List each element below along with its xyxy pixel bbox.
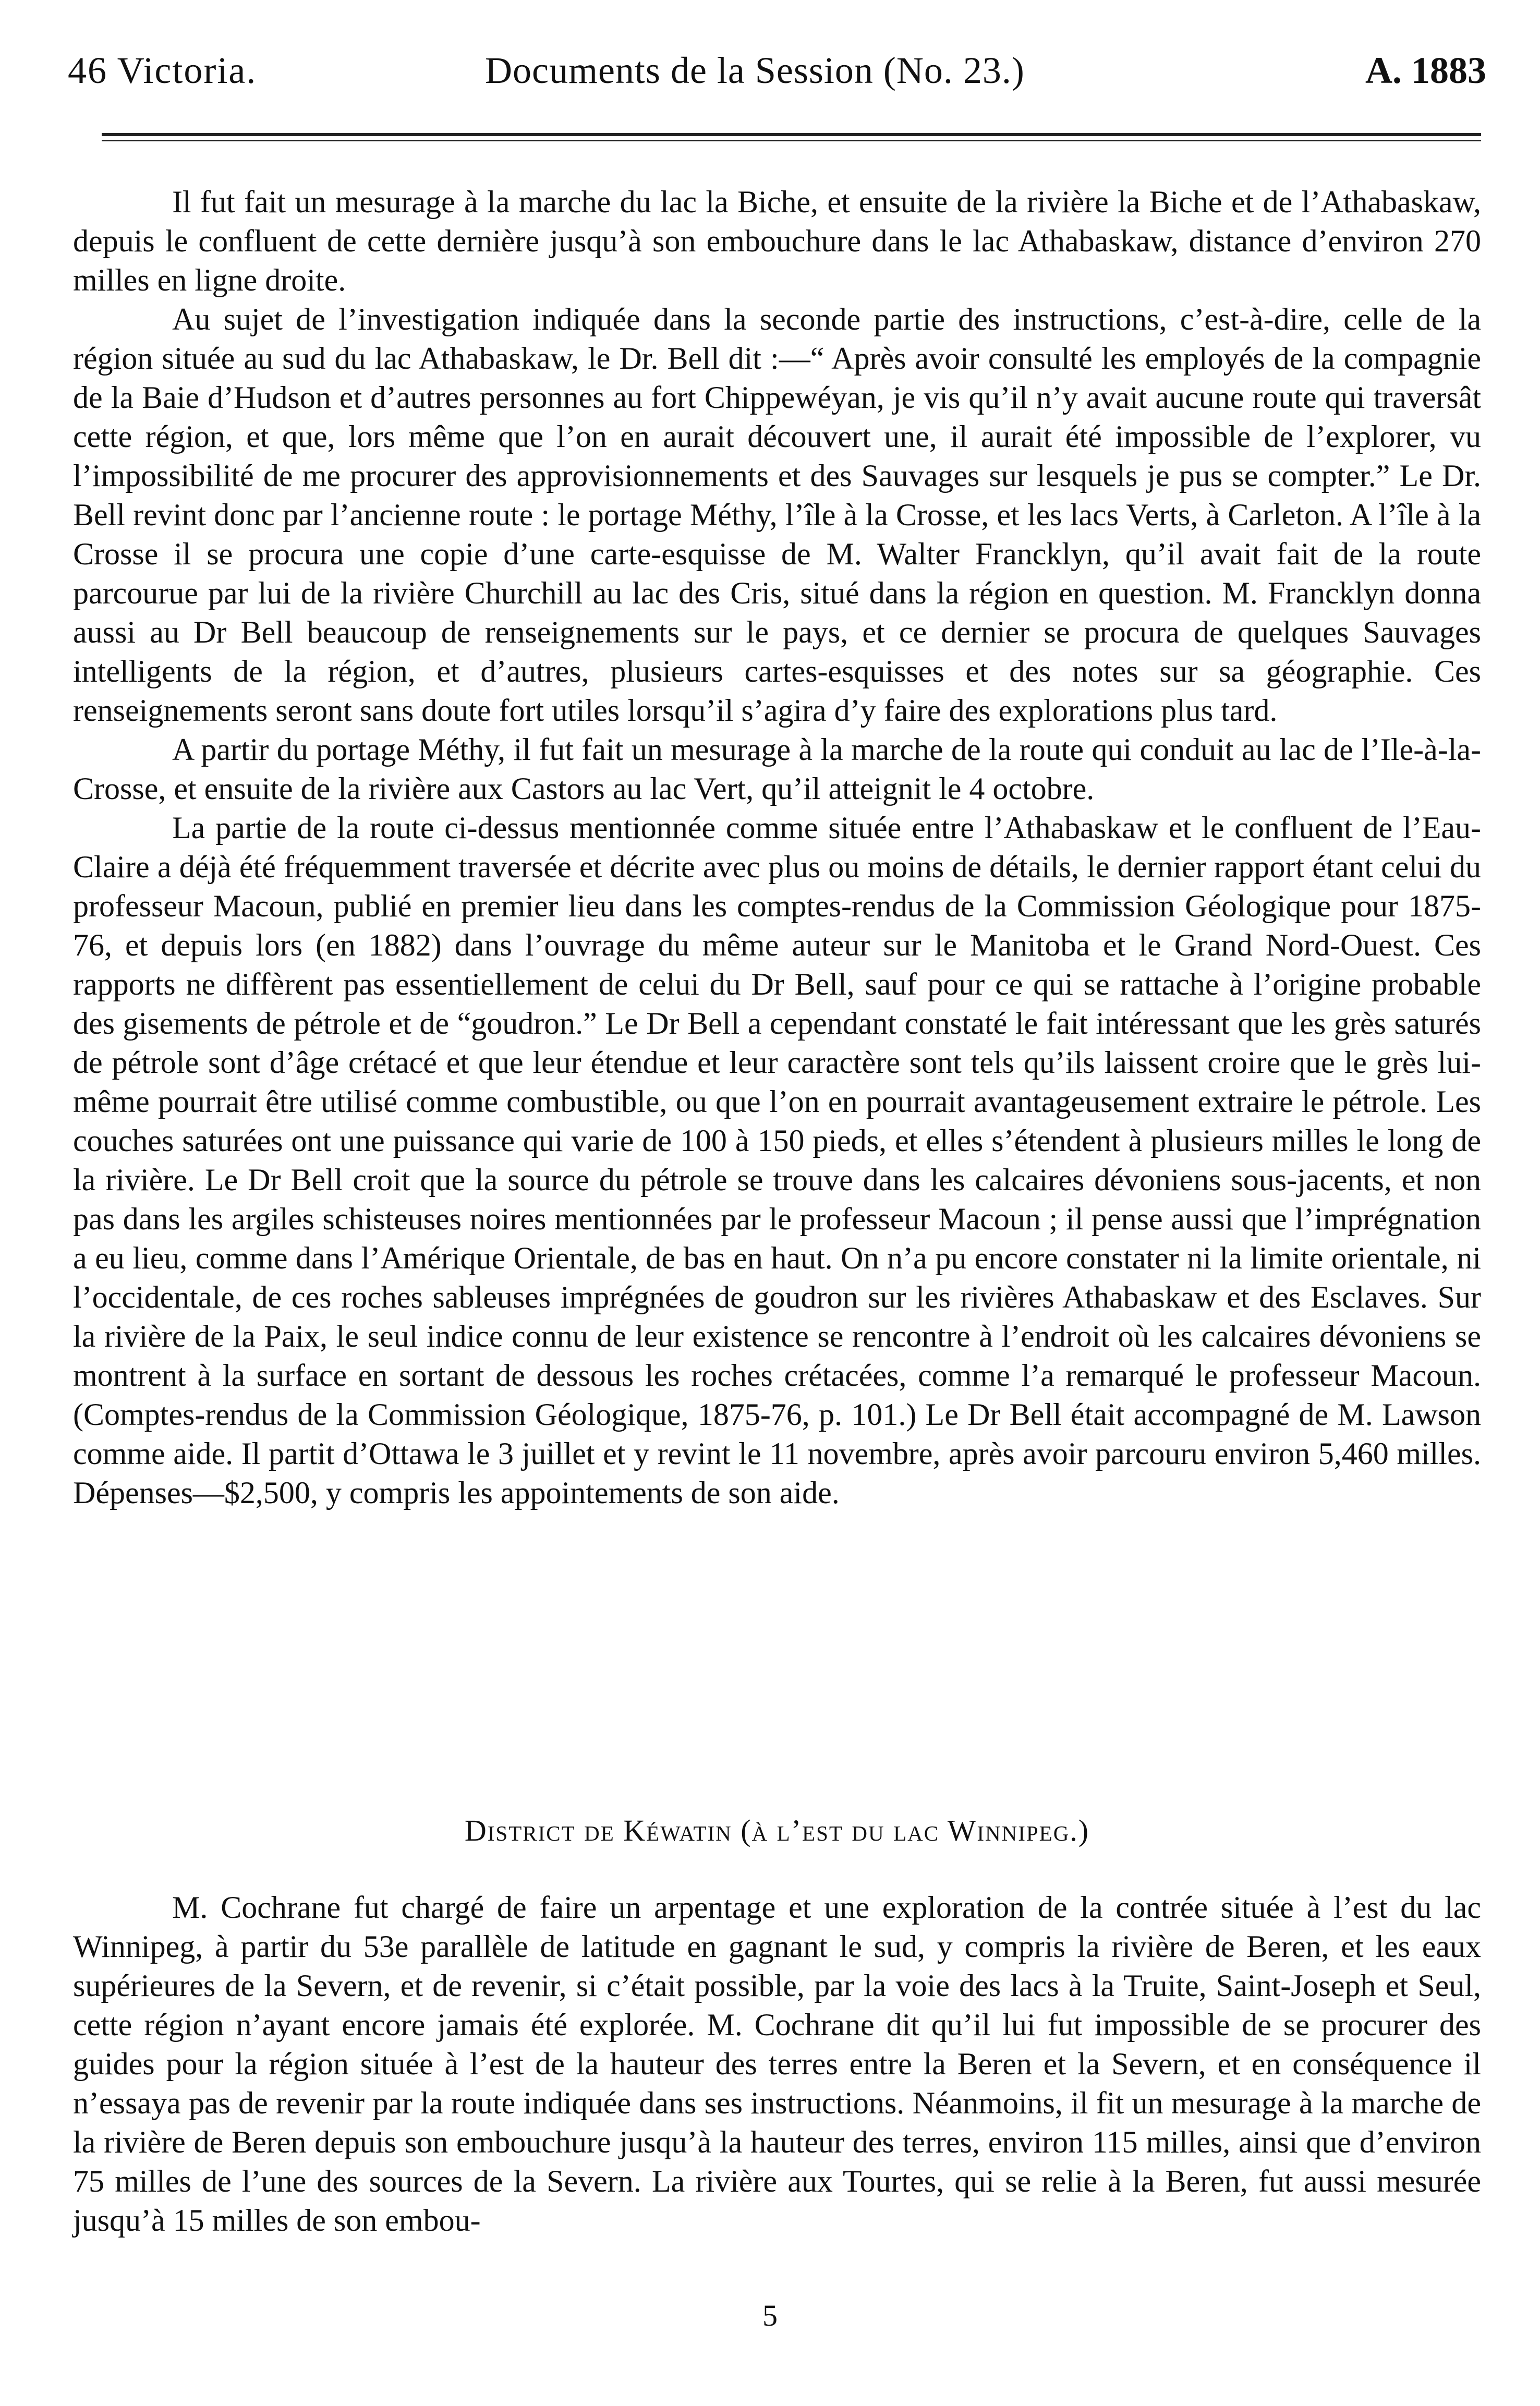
header-title: Documents de la Session (No. 23.) (485, 50, 1025, 91)
paragraph: Au sujet de l’investigation indiquée dans la seconde partie des instructions, c’est-à-dire, celle de la région située au sud du lac Athabaskaw, le Dr. Bell dit :—“ Après avoir consulté les employés de la compagnie de la Baie d’Hudson et d’autres personnes au fort Chippewéyan, je vis qu’il n’y avait aucune route qui traversât cette région, et que, lors même que l’on en aurait découvert une, il aurait été impossible de l’explorer, vu l’impossibilité de me procurer des approvisionnements et des Sauvages sur lesquels je pus se compter.” Le Dr. Bell revint donc par l’ancienne route : le portage Méthy, l’île à la Crosse, et les lacs Verts, à Carleton. A l’île à la Crosse il se procura une copie d’une carte-esquisse de M. Walter Francklyn, qu’il avait fait de la route parcourue par lui de la rivière Churchill au lac des Cris, situé dans la région en question. M. Francklyn donna aussi au Dr Bell beaucoup de renseignements sur le pays, et ce dernier se procura de quelques Sauvages intelligents de la région, et d’autres, plusieurs cartes-esquisses et des notes sur sa géographie. Ces renseignements seront sans doute fort utiles lorsqu’il s’agira d’y faire des explorations plus tard. (73, 302, 1481, 728)
header-rule-thin (102, 140, 1481, 141)
section-text (73, 1888, 1481, 2240)
header-year: A. 1883 (1365, 50, 1486, 91)
paragraph: La partie de la route ci-dessus mentionnée comme située entre l’Athabaskaw et le confluent de l’Eau-Claire a déjà été fréquemment traversée et décrite avec plus ou moins de détails, le dernier rapport étant celui du professeur Macoun, publié en premier lieu dans les comptes-rendus de la Commission Géologique pour 1875-76, et depuis lors (en 1882) dans l’ouvrage du même auteur sur le Manitoba et le Grand Nord-Ouest. Ces rapports ne diffèrent pas essentiellement de celui du Dr Bell, sauf pour ce qui se rattache à l’origine probable des gisements de pétrole et de “goudron.” Le Dr Bell a cependant constaté le fait intéressant que les grès saturés de pétrole sont d’âge crétacé et que leur étendue et leur caractère sont tels qu’ils laissent croire que le grès lui-même pourrait être utilisé comme combustible, ou que l’on en pourrait avantageusement extraire le pétrole. Les couches saturées ont une puissance qui varie de 100 à 150 pieds, et elles s’étendent à plusieurs milles le long de la rivière. Le Dr Bell croit que la source du pétrole se trouve dans les calcaires dévoniens sous-jacents, et non pas dans les argiles schisteuses noires mentionnées par le professeur Macoun ; il pense aussi que l’imprégnation a eu lieu, comme dans l’Amérique Orientale, de bas en haut. On n’a pu encore constater ni la limite orientale, ni l’occidentale, de ces roches sableuses imprégnées de goudron sur les rivières Athabaskaw et des Esclaves. Sur la rivière de la Paix, le seul indice connu de leur existence se rencontre à l’endroit où les calcaires dévoniens se montrent à la surface en sortant de dessous les roches crétacées, comme l’a remarqué le professeur Macoun. (Comptes-rendus de la Commission Géologique, 1875-76, p. 101.) Le Dr Bell était accompagné de M. Lawson comme aide. Il partit d’Ottawa le 3 juillet et y revint le 11 novembre, après avoir parcouru environ 5,460 milles. Dépenses—$2,500, y compris les appointements de son aide. (73, 811, 1481, 1510)
header-volume: 46 Victoria. (68, 50, 257, 91)
main-text (73, 183, 1481, 1513)
page-number: 5 (762, 2299, 778, 2332)
running-header (57, 37, 1486, 104)
section-heading: District de Kéwatin (à l’est du lac Winnipeg.) (464, 1813, 1090, 1847)
paragraph: Il fut fait un mesurage à la marche du lac la Biche, et ensuite de la rivière la Biche et de l’Athabaskaw, depuis le confluent de cette dernière jusqu’à son embouchure dans le lac Athabaskaw, distance d’environ 270 milles en ligne droite. (73, 185, 1481, 297)
paragraph: M. Cochrane fut chargé de faire un arpentage et une exploration de la contrée située à l’est du lac Winnipeg, à partir du 53e parallèle de latitude en gagnant le sud, y compris la rivière de Beren, et les eaux supérieures de la Severn, et de revenir, si c’était possible, par la voie des lacs à la Truite, Saint-Joseph et Seul, cette région n’ayant encore jamais été explorée. M. Cochrane dit qu’il lui fut impossible de se procurer des guides pour la région située à l’est de la hauteur des terres entre la Beren et la Severn, et en conséquence il n’essaya pas de revenir par la route indiquée dans ses instructions. Néanmoins, il fit un mesurage à la marche de la rivière de Beren depuis son embouchure jusqu’à la hauteur des terres, environ 115 milles, ainsi que d’environ 75 milles de l’une des sources de la Severn. La rivière aux Tourtes, qui se relie à la Beren, fut aussi mesurée jusqu’à 15 milles de son embou- (73, 1890, 1481, 2238)
header-rule-thick (102, 133, 1481, 136)
paragraph: A partir du portage Méthy, il fut fait un mesurage à la marche de la route qui conduit au lac de l’Ile-à-la-Crosse, et ensuite de la rivière aux Castors au lac Vert, qu’il atteignit le 4 octobre. (73, 732, 1481, 806)
